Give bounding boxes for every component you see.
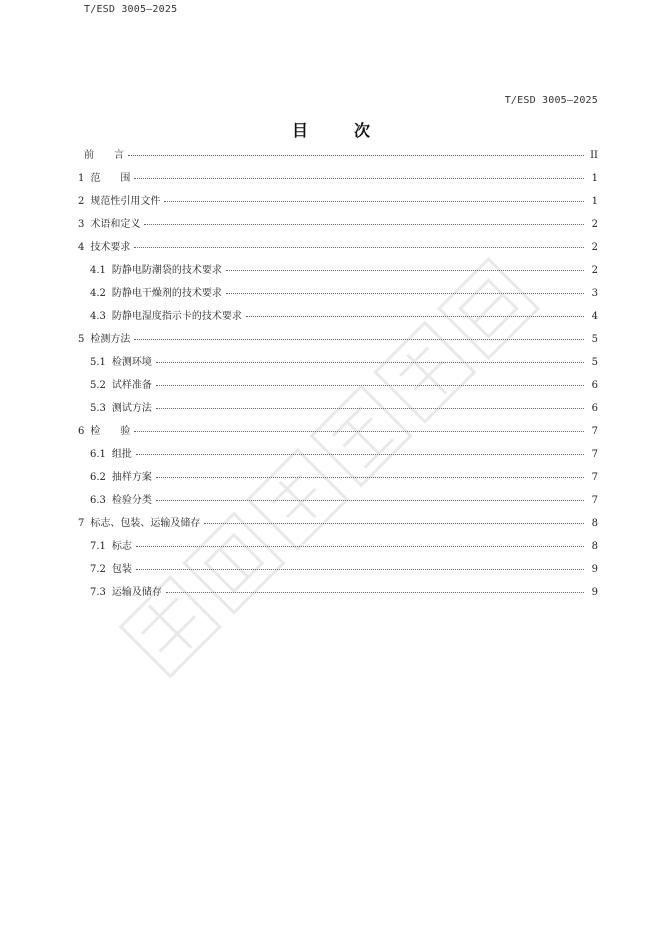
toc-label: 规范性引用文件 — [90, 196, 161, 207]
toc-page-number: 6 — [591, 403, 598, 414]
toc-leader-dots — [156, 471, 584, 478]
toc-row-test-methods[interactable] — [78, 330, 598, 353]
toc-leader-dots — [134, 172, 584, 179]
toc-leader-dots — [156, 494, 584, 501]
toc-page-number: 5 — [591, 357, 598, 368]
toc-row-4-3[interactable] — [78, 307, 598, 330]
title-part-2: 次 — [354, 121, 371, 140]
toc-page-number: 4 — [591, 311, 598, 322]
toc-leader-dots — [166, 586, 584, 593]
toc-row-terms-definitions[interactable] — [78, 215, 598, 238]
toc-label: 检 验 — [90, 426, 131, 437]
toc-row-7-3[interactable] — [78, 583, 598, 606]
toc-page-number: 2 — [591, 219, 598, 230]
toc-row-7-2[interactable] — [78, 560, 598, 583]
toc-label: 技术要求 — [90, 242, 131, 253]
toc-leader-dots — [204, 517, 584, 524]
toc-number: 6 — [78, 426, 85, 437]
toc-label: 试样准备 — [111, 380, 152, 391]
toc-page-number: 3 — [591, 288, 598, 299]
toc-number: 4 — [78, 242, 85, 253]
toc-number: 5.3 — [90, 403, 106, 414]
header-standard-number-left: T/ESD 3005—2025 — [84, 4, 178, 15]
toc-leader-dots — [226, 287, 584, 294]
toc-number: 7 — [78, 518, 85, 529]
toc-page-number: 7 — [591, 449, 598, 460]
toc-number: 5.2 — [90, 380, 106, 391]
toc-leader-dots — [156, 402, 584, 409]
toc-row-normative-references[interactable] — [78, 192, 598, 215]
toc-page-number: 1 — [591, 196, 598, 207]
toc-row-scope[interactable] — [78, 169, 598, 192]
toc-page-number: 1 — [591, 173, 598, 184]
toc-leader-dots — [134, 425, 584, 432]
toc-number: 6.3 — [90, 495, 106, 506]
toc-number: 4.2 — [90, 288, 106, 299]
toc-leader-dots — [144, 218, 584, 225]
toc-row-6-1[interactable] — [78, 445, 598, 468]
toc-page-number: 8 — [591, 518, 598, 529]
toc-row-technical-requirements[interactable] — [78, 238, 598, 261]
toc-page-number: 9 — [591, 587, 598, 598]
toc-label: 前 言 — [84, 150, 124, 161]
toc-number: 4.3 — [90, 311, 106, 322]
toc-number: 5.1 — [90, 357, 106, 368]
toc-label: 运输及储存 — [111, 587, 162, 598]
toc-page-number: II — [590, 150, 598, 161]
toc-page-number: 7 — [591, 426, 598, 437]
toc-row-4-2[interactable] — [78, 284, 598, 307]
toc-row-5-1[interactable] — [78, 353, 598, 376]
toc-label: 防静电湿度指示卡的技术要求 — [111, 311, 242, 322]
toc-label: 包装 — [111, 564, 132, 575]
toc-number: 2 — [78, 196, 85, 207]
toc-leader-dots — [156, 379, 584, 386]
table-of-contents — [78, 146, 598, 606]
toc-row-marking-packaging[interactable] — [78, 514, 598, 537]
toc-number: 3 — [78, 219, 85, 230]
toc-row-4-1[interactable] — [78, 261, 598, 284]
toc-leader-dots — [136, 540, 584, 547]
toc-number: 5 — [78, 334, 85, 345]
toc-page-number: 7 — [591, 472, 598, 483]
toc-label: 抽样方案 — [111, 472, 152, 483]
toc-page-number: 8 — [591, 541, 598, 552]
toc-label: 检测方法 — [90, 334, 131, 345]
toc-label: 防静电干燥剂的技术要求 — [111, 288, 222, 299]
toc-page-number: 5 — [591, 334, 598, 345]
toc-leader-dots — [156, 356, 584, 363]
toc-leader-dots — [164, 195, 584, 202]
toc-row-5-2[interactable] — [78, 376, 598, 399]
toc-label: 标志、包装、运输及储存 — [90, 518, 201, 529]
toc-label: 范 围 — [90, 173, 131, 184]
toc-label: 检验分类 — [111, 495, 152, 506]
toc-label: 防静电防潮袋的技术要求 — [111, 265, 222, 276]
toc-number: 7.2 — [90, 564, 106, 575]
toc-number: 6.1 — [90, 449, 106, 460]
toc-number: 1 — [78, 173, 85, 184]
toc-page-number: 2 — [591, 265, 598, 276]
toc-number: 4.1 — [90, 265, 106, 276]
toc-leader-dots — [246, 310, 584, 317]
toc-page-number: 2 — [591, 242, 598, 253]
toc-leader-dots — [134, 241, 584, 248]
toc-row-6-3[interactable] — [78, 491, 598, 514]
title-part-1: 目 — [291, 121, 308, 140]
toc-page-number: 7 — [591, 495, 598, 506]
toc-leader-dots — [226, 264, 584, 271]
toc-leader-dots — [136, 563, 584, 570]
toc-label: 组批 — [111, 449, 132, 460]
toc-row-inspection[interactable] — [78, 422, 598, 445]
toc-leader-dots — [128, 149, 584, 156]
toc-row-5-3[interactable] — [78, 399, 598, 422]
toc-label: 检测环境 — [111, 357, 152, 368]
toc-label: 标志 — [111, 541, 132, 552]
toc-leader-dots — [134, 333, 584, 340]
page-title — [0, 118, 662, 141]
toc-row-7-1[interactable] — [78, 537, 598, 560]
toc-label: 测试方法 — [111, 403, 152, 414]
toc-row-foreword[interactable] — [78, 146, 598, 169]
header-standard-number-right: T/ESD 3005—2025 — [504, 95, 598, 106]
toc-page-number: 6 — [591, 380, 598, 391]
toc-number: 7.3 — [90, 587, 106, 598]
toc-number: 6.2 — [90, 472, 106, 483]
toc-leader-dots — [136, 448, 584, 455]
toc-number: 7.1 — [90, 541, 106, 552]
toc-page-number: 9 — [591, 564, 598, 575]
toc-row-6-2[interactable] — [78, 468, 598, 491]
toc-label: 术语和定义 — [90, 219, 141, 230]
